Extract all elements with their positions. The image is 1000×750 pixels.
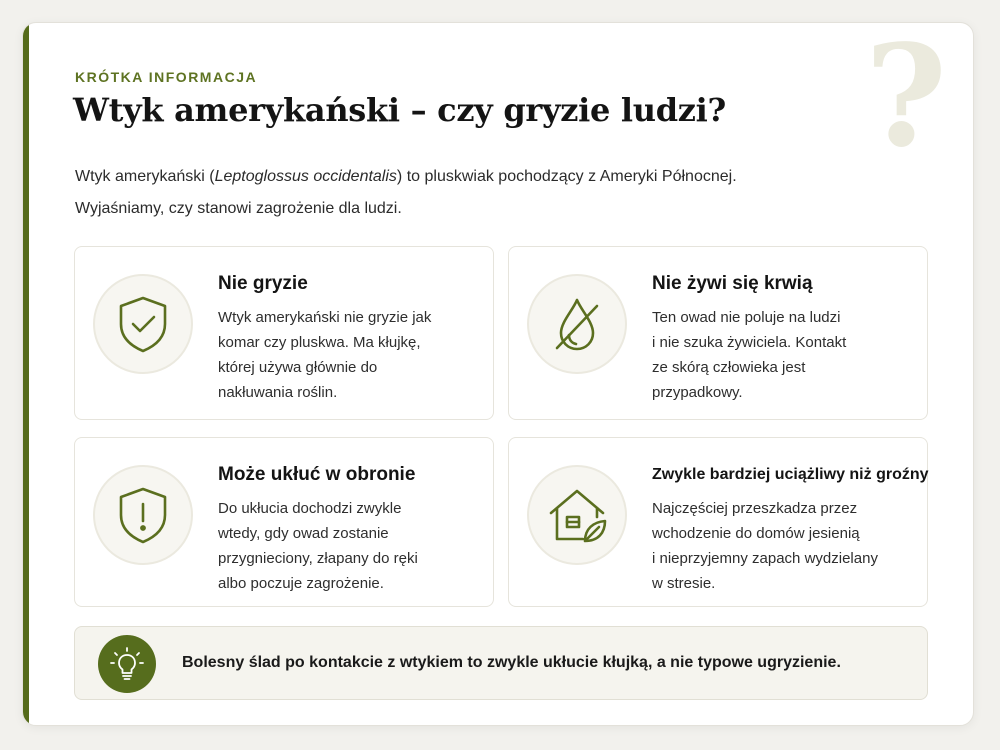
house-leaf-icon xyxy=(527,465,627,565)
tile-no-blood xyxy=(508,246,928,420)
tile-not-biting xyxy=(74,246,494,420)
crossed-drop-icon xyxy=(527,274,627,374)
tile-text: Najczęściej przeszkadza przez wchodzenie do domów jesienią i nieprzyjemny zapach wydzielany w stresie. xyxy=(652,500,878,592)
shield-check-icon xyxy=(93,274,193,374)
page-title: Wtyk amerykański – czy gryzie ludzi? xyxy=(73,91,726,129)
accent-bar xyxy=(23,23,29,725)
tile-text: Do ukłucia dochodzi zwykle wtedy, gdy owad zostanie przygnieciony, złapany do ręki albo poczuje zagrożenie. xyxy=(218,500,418,592)
intro-line-2: Wyjaśniamy, czy stanowi zagrożenie dla ludzi. xyxy=(75,200,402,217)
intro-paragraph xyxy=(75,161,855,225)
question-mark-decoration: ? xyxy=(865,22,948,179)
tile-text: Ten owad nie poluje na ludzi i nie szuka żywiciela. Kontakt ze skórą człowieka jest przypadkowy. xyxy=(652,309,847,401)
info-card xyxy=(22,22,974,726)
shield-alert-icon xyxy=(93,465,193,565)
eyebrow-label: KRÓTKA INFORMACJA xyxy=(75,69,258,85)
tile-title: Nie żywi się krwią xyxy=(652,273,813,294)
tile-title: Zwykle bardziej uciążliwy niż groźny xyxy=(652,466,929,483)
tip-text: Bolesny ślad po kontakcie z wtykiem to zwykle ukłucie kłujką, a nie typowe ugryzienie. xyxy=(182,654,841,671)
tile-title: Może ukłuć w obronie xyxy=(218,464,416,485)
lightbulb-icon xyxy=(98,635,156,693)
tip-banner xyxy=(74,626,928,700)
tile-defensive-sting xyxy=(74,437,494,607)
intro-line-1: Wtyk amerykański (Leptoglossus occidentalis) to pluskwiak pochodzący z Ameryki Północnej. xyxy=(75,168,737,185)
tile-title: Nie gryzie xyxy=(218,273,308,294)
tile-nuisance xyxy=(508,437,928,607)
latin-name: Leptoglossus occidentalis xyxy=(214,168,397,185)
tile-text: Wtyk amerykański nie gryzie jak komar czy pluskwa. Ma kłujkę, której używa głównie do nakłuwania roślin. xyxy=(218,309,432,401)
